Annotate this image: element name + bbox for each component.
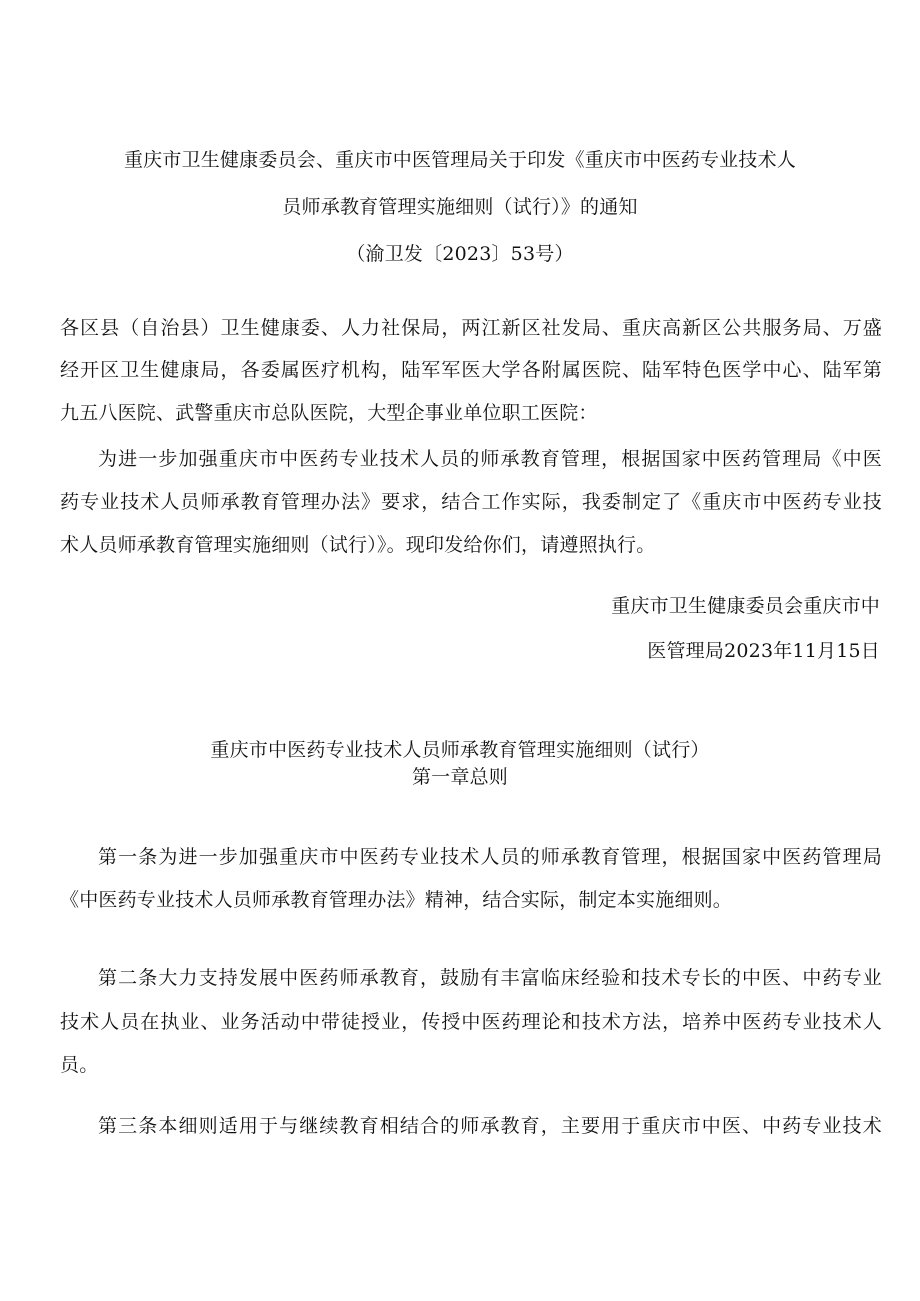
- addressee-line-2: 经开区卫生健康局，各委属医疗机构，陆军军医大学各附属医院、陆军特色医学中心、陆军第: [60, 359, 882, 381]
- notice-title-line-2: 员师承教育管理实施细则（试行）》的通知: [282, 196, 638, 218]
- article-1-line-1: 第一条为进一步加强重庆市中医药专业技术人员的师承教育管理，根据国家中医药管理局: [98, 846, 882, 868]
- article-3-line-1: 第三条本细则适用于与继续教育相结合的师承教育，主要用于重庆市中医、中药专业技术: [98, 1115, 882, 1137]
- rules-title: 重庆市中医药专业技术人员师承教育管理实施细则（试行）: [210, 739, 710, 761]
- notice-body-line-1: 为进一步加强重庆市中医药专业技术人员的师承教育管理，根据国家中医药管理局《中医: [98, 448, 882, 470]
- notice-body-line-2: 药专业技术人员师承教育管理办法》要求，结合工作实际，我委制定了《重庆市中医药专业技: [60, 491, 882, 513]
- article-2-line-2: 技术人员在执业、业务活动中带徒授业，传授中医药理论和技术方法，培养中医药专业技术人: [60, 1011, 882, 1033]
- signature-issuer: 重庆市卫生健康委员会重庆市中: [611, 595, 880, 617]
- article-2-line-3: 员。: [60, 1054, 99, 1076]
- notice-body-line-3: 术人员师承教育管理实施细则（试行）》。现印发给你们，请遵照执行。: [60, 534, 656, 556]
- addressee-line-1: 各区县（自治县）卫生健康委、人力社保局，两江新区社发局、重庆高新区公共服务局、万盛: [60, 317, 882, 339]
- notice-doc-number: （渝卫发〔2023〕53号）: [346, 243, 574, 265]
- signature-date: 医管理局2023年11月15日: [647, 640, 880, 662]
- article-1-line-2: 《中医药专业技术人员师承教育管理办法》精神，结合实际，制定本实施细则。: [60, 889, 733, 911]
- chapter-title: 第一章总则: [411, 766, 508, 788]
- addressee-line-3: 九五八医院、武警重庆市总队医院，大型企事业单位职工医院：: [60, 402, 598, 424]
- notice-title-line-1: 重庆市卫生健康委员会、重庆市中医管理局关于印发《重庆市中医药专业技术人: [123, 149, 796, 171]
- article-2-line-1: 第二条大力支持发展中医药师承教育，鼓励有丰富临床经验和技术专长的中医、中药专业: [98, 967, 882, 989]
